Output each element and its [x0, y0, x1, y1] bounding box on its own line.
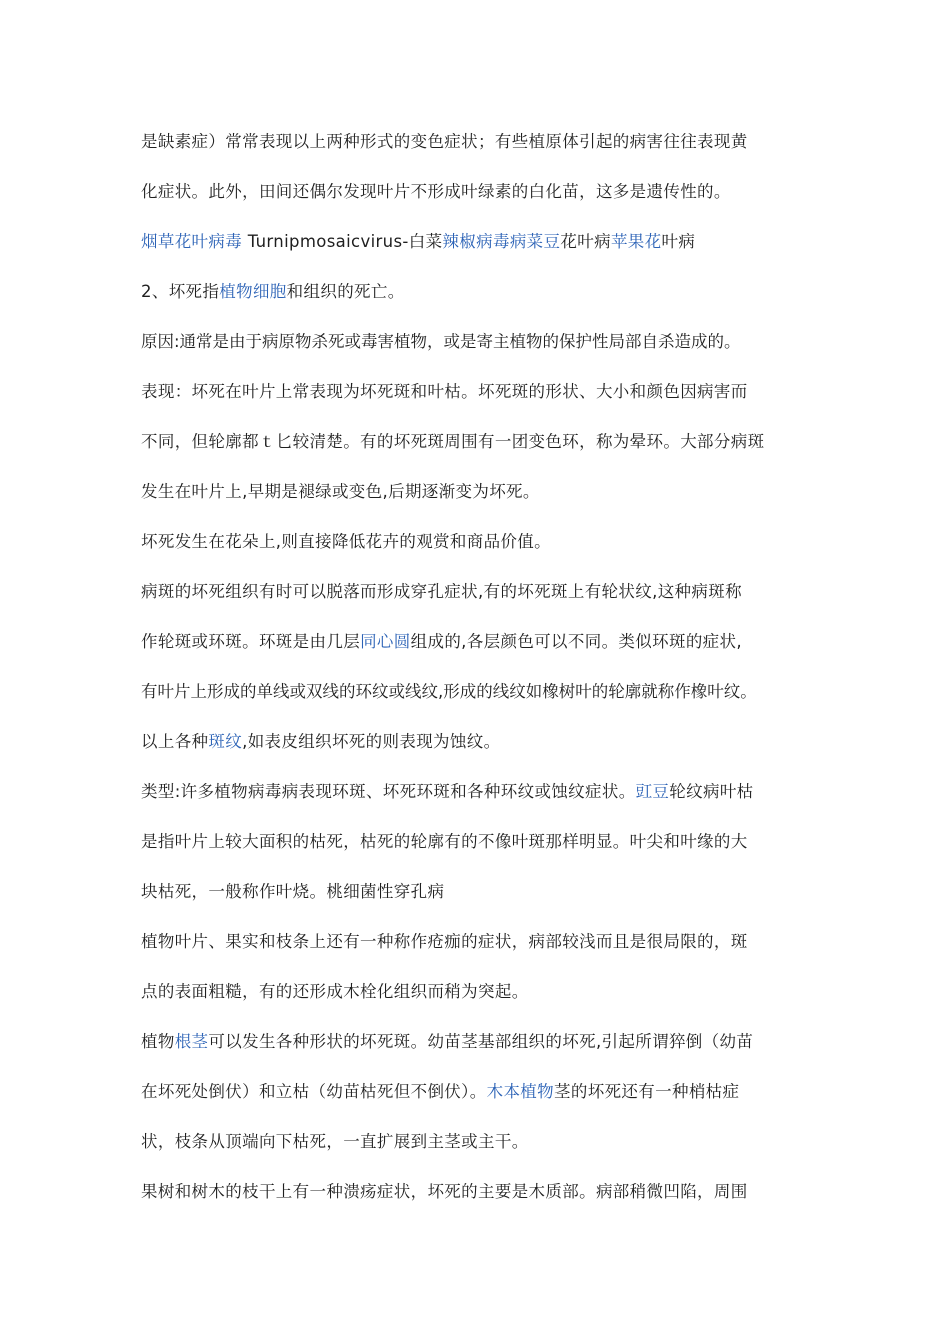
text-segment: 果树和树木的枝干上有一种溃疡症状，坏死的主要是木质部。病部稍微凹陷，周围 — [141, 1182, 748, 1201]
paragraph-line — [141, 1127, 841, 1157]
text-segment: 叶病 — [661, 232, 696, 251]
text-segment: 原因:通常是由于病原物杀死或毒害植物，或是寄主植物的保护性局部自杀造成的。 — [141, 332, 741, 351]
text-segment: 有叶片上形成的单线或双线的环纹或线纹,形成的线纹如橡树叶的轮廓就称作橡叶纹。 — [141, 682, 757, 701]
paragraph-line — [141, 277, 841, 307]
paragraph-line — [141, 627, 841, 657]
text-segment: 植物 — [141, 1032, 175, 1051]
text-segment: 可以发生各种形状的坏死斑。幼苗茎基部组织的坏死,引起所谓猝倒（幼苗 — [208, 1032, 754, 1051]
inline-link[interactable]: 同心圆 — [360, 632, 411, 651]
inline-link[interactable]: 苹果花 — [610, 232, 662, 251]
text-segment: 表现：坏死在叶片上常表现为坏死斑和叶枯。坏死斑的形状、大小和颜色因病害而 — [141, 382, 748, 401]
paragraph-line — [141, 1077, 841, 1107]
text-segment: 是指叶片上较大面积的枯死，枯死的轮廓有的不像叶斑那样明显。叶尖和叶缘的大 — [141, 832, 748, 851]
paragraph-line — [141, 877, 841, 907]
paragraph-line — [141, 527, 841, 557]
paragraph-line — [141, 1027, 841, 1057]
paragraph-line — [141, 677, 841, 707]
text-segment: Turnipmosaicvirus-白菜 — [242, 232, 443, 251]
text-segment: 类型:许多植物病毒病表现环斑、坏死环斑和各种环纹或蚀纹症状。 — [141, 782, 636, 801]
paragraph-line — [141, 327, 841, 357]
inline-link[interactable]: 根茎 — [174, 1032, 209, 1051]
text-segment: 发生在叶片上,早期是褪绿或变色,后期逐渐变为坏死。 — [141, 482, 540, 501]
paragraph-line — [141, 477, 841, 507]
inline-link[interactable]: 植物细胞 — [219, 282, 287, 301]
inline-link[interactable]: 豇豆 — [635, 782, 670, 801]
paragraph-line — [141, 577, 841, 607]
paragraph-line — [141, 727, 841, 757]
inline-link[interactable]: 木本植物 — [486, 1082, 555, 1101]
text-segment: 和组织的死亡。 — [286, 282, 405, 301]
paragraph-line — [141, 927, 841, 957]
text-segment: 花叶病 — [560, 232, 611, 251]
text-segment: 组成的,各层颜色可以不同。类似环斑的症状, — [410, 632, 742, 651]
text-segment: 化症状。此外，田间还偶尔发现叶片不形成叶绿素的白化苗，这多是遗传性的。 — [141, 182, 731, 201]
text-segment: 植物叶片、果实和枝条上还有一种称作疮痂的症状，病部较浅而且是很局限的，斑 — [141, 932, 748, 951]
paragraph-line — [141, 827, 841, 857]
inline-link[interactable]: 斑纹 — [208, 732, 243, 751]
text-segment: 块枯死，一般称作叶烧。桃细菌性穿孔病 — [141, 882, 445, 901]
paragraph-line — [141, 977, 841, 1007]
paragraph-line — [141, 427, 841, 457]
text-segment: 不同，但轮廓都ｔ匕较清楚。有的坏死斑周围有一团变色环，称为晕环。大部分病斑 — [141, 432, 765, 451]
paragraph-line — [141, 227, 841, 257]
paragraph-line — [141, 127, 841, 157]
paragraph-line — [141, 777, 841, 807]
paragraph-line — [141, 377, 841, 407]
text-segment: 在坏死处倒伏）和立枯（幼苗枯死但不倒伏）。 — [141, 1082, 487, 1101]
paragraph-line — [141, 1177, 841, 1207]
text-segment: 病斑的坏死组织有时可以脱落而形成穿孔症状,有的坏死斑上有轮状纹,这种病斑称 — [141, 582, 742, 601]
text-segment: 2、坏死指 — [141, 282, 220, 301]
paragraph-line — [141, 177, 841, 207]
text-segment: 状，枝条从顶端向下枯死，一直扩展到主茎或主干。 — [141, 1132, 529, 1151]
text-segment: 作轮斑或环斑。环斑是由几层 — [141, 632, 361, 651]
text-segment: ,如表皮组织坏死的则表现为蚀纹。 — [242, 732, 501, 751]
text-segment: 以上各种 — [141, 732, 209, 751]
inline-link[interactable]: 烟草花叶病毒 — [141, 232, 243, 251]
text-segment: 茎的坏死还有一种梢枯症 — [554, 1082, 740, 1101]
text-segment: 是缺素症）常常表现以上两种形式的变色症状；有些植原体引起的病害往往表现黄 — [141, 132, 748, 151]
inline-link[interactable]: 辣椒病毒病菜豆 — [442, 232, 561, 251]
text-segment: 轮纹病叶枯 — [669, 782, 754, 801]
text-segment: 坏死发生在花朵上,则直接降低花卉的观赏和商品价值。 — [141, 532, 551, 551]
text-segment: 点的表面粗糙，有的还形成木栓化组织而稍为突起。 — [141, 982, 529, 1001]
